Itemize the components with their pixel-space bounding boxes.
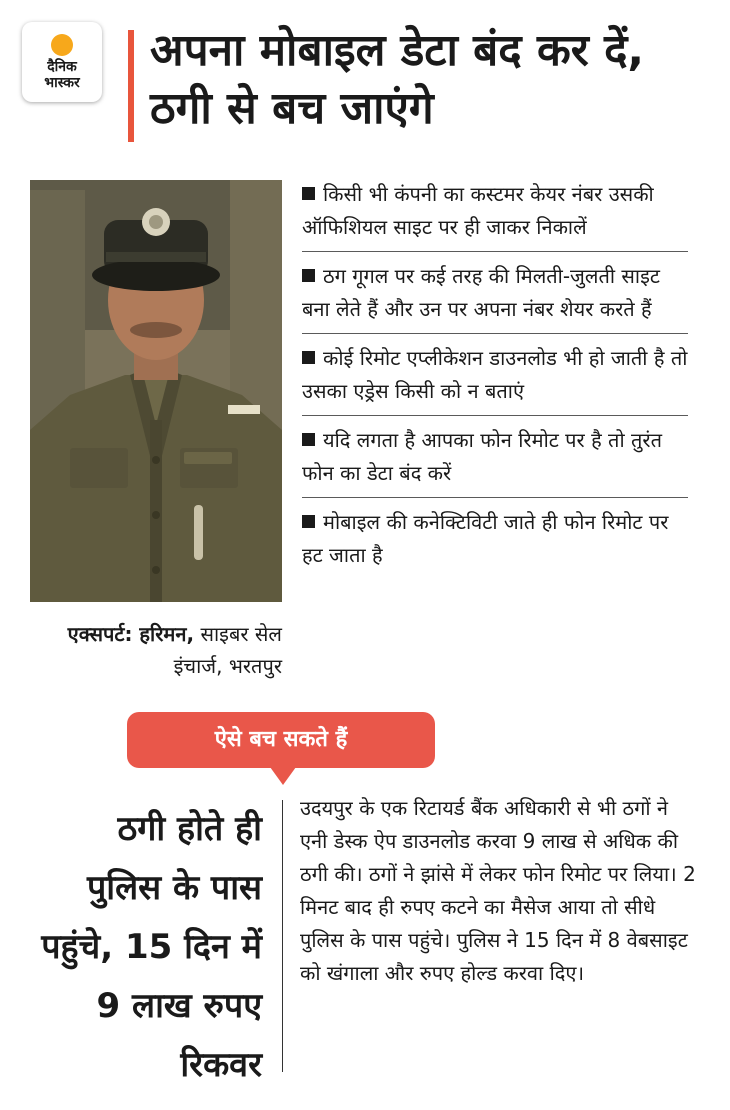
- tip-text: किसी भी कंपनी का कस्टमर केयर नंबर उसकी ऑफिशियल साइट पर ही जाकर निकालें: [302, 182, 654, 239]
- police-officer-illustration: [30, 180, 282, 602]
- tip-item: [302, 424, 688, 498]
- square-bullet-icon: [302, 515, 315, 528]
- tips-list: [302, 178, 688, 587]
- square-bullet-icon: [302, 433, 315, 446]
- sun-icon: [51, 34, 73, 56]
- square-bullet-icon: [302, 269, 315, 282]
- tip-text: ठग गूगल पर कई तरह की मिलती-जुलती साइट बना लेते हैं और उन पर अपना नंबर शेयर करते हैं: [302, 264, 660, 321]
- title-accent-bar: [128, 30, 134, 142]
- section-banner: ऐसे बच सकते हैं: [127, 712, 435, 768]
- tip-item: [302, 260, 688, 334]
- square-bullet-icon: [302, 351, 315, 364]
- page-title: अपना मोबाइल डेटा बंद कर दें, ठगी से बच जाएंगे: [150, 25, 645, 134]
- divider: [282, 800, 283, 1072]
- story-text: उदयपुर के एक रिटायर्ड बैंक अधिकारी से भी ठगों ने एनी डेस्क ऐप डाउनलोड करवा 9 लाख से अधिक की ठगी की। ठगों ने झांसे में लेकर फोन रिमोट पर लिया। 2 मिनट बाद ही रुपए कटने का मैसेज आया तो सीधे पुलिस के पास पहुंचे। पुलिस ने 15 दिन में 8 वेबसाइट को खंगाला और रुपए होल्ड करवा दिए।: [300, 796, 696, 985]
- tip-item: [302, 178, 688, 252]
- tip-item: [302, 342, 688, 416]
- tip-item: [302, 506, 688, 579]
- tip-text: यदि लगता है आपका फोन रिमोट पर है तो तुरंत फोन का डेटा बंद करें: [302, 428, 662, 485]
- tip-text: मोबाइल की कनेक्टिविटी जाते ही फोन रिमोट पर हट जाता है: [302, 510, 669, 567]
- expert-caption: [20, 618, 282, 682]
- banner-pointer: [270, 767, 296, 785]
- logo-line-2: भास्कर: [44, 74, 80, 91]
- expert-role: साइबर सेल इंचार्ज, भरतपुर: [173, 622, 282, 678]
- story-headline: ठगी होते ही पुलिस के पास पहुंचे, 15 दिन में 9 लाख रुपए रिकवर: [41, 809, 262, 1085]
- tip-text: कोई रिमोट एप्लीकेशन डाउनलोड भी हो जाती है तो उसका एड्रेस किसी को न बताएं: [302, 346, 688, 403]
- square-bullet-icon: [302, 187, 315, 200]
- dainik-bhaskar-logo[interactable]: [22, 22, 102, 102]
- expert-photo: [30, 180, 282, 602]
- expert-label: एक्सपर्ट: हरिमन,: [67, 622, 195, 646]
- logo-line-1: दैनिक: [47, 58, 77, 75]
